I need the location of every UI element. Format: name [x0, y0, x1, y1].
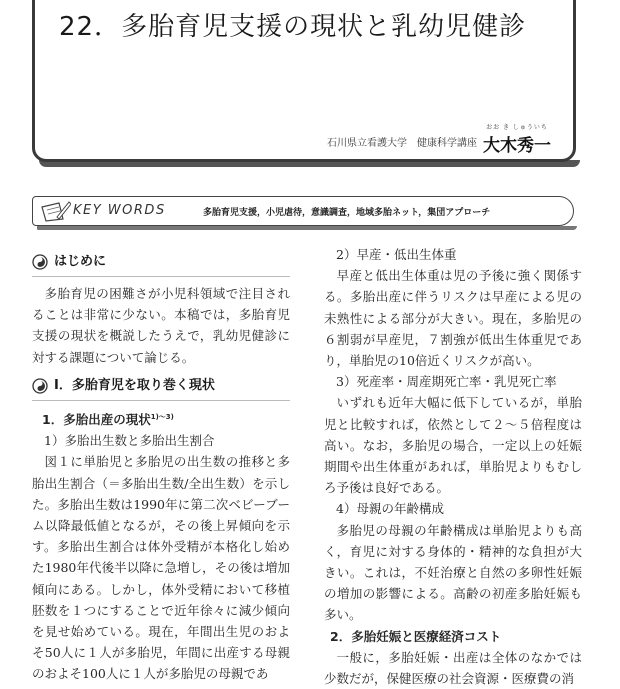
article-title: 22．多胎育児支援の現状と乳幼児健診: [59, 12, 527, 42]
right-column: [324, 244, 582, 689]
subsubsection-heading-1-4: 4）母親の年齢構成: [336, 501, 444, 517]
reference-superscript: 1)〜3): [150, 412, 174, 421]
section-heading-intro: [32, 248, 290, 277]
keywords-list: 多胎育児支援，小児虐待，意識調査，地域多胎ネット，集団アプローチ: [203, 208, 491, 218]
paragraph-1-4: 多胎児の母親の年齢構成は単胎児よりも高く，育児に対する身体的・精神的な負担が大きい。これは，不妊治療と自然の多卵性妊娠の増加の影響による。高齢の初産多胎妊娠も多い。: [324, 522, 582, 623]
left-column: [32, 248, 290, 685]
swirl-bullet-icon: [32, 254, 48, 270]
subsubsection-heading-1-3: 3）死産率・周産期死亡率・乳児死亡率: [336, 374, 557, 390]
section-heading-1: [32, 372, 290, 401]
subsection-heading-1: [32, 407, 290, 430]
author-name: 大木秀一: [483, 136, 551, 156]
intro-paragraph: 多胎育児の困難さが小児科領域で注目されることは非常に少ない。本稿では，多胎育児支援の現状を概説したうえで，乳幼児健診に対する課題について論じる。: [32, 286, 290, 365]
subsubsection-heading-1-1: 1）多胎出生数と多胎出生割合: [44, 433, 215, 449]
title-box: [32, 0, 576, 162]
paragraph-1-1: 図１に単胎児と多胎児の出生数の推移と多胎出生割合（＝多胎出生数/全出生数）を示した。多胎出生数は1990年に第二次ベビーブーム以降最低値となるが，その後上昇傾向を示す。多胎出生割合は体外受精が本格化し始めた1980年代後半以降に急増し，その後は増加傾向にある。しかし，体外受精において移植胚数を１つにすることで近年徐々に減少傾向を見せ始めている。現在，年間出生児のおよそ50人に１人が多胎児，年間に出産する母親のおよそ100人に１人が多胎児の母親であ: [32, 454, 290, 682]
author-ruby: おお き しゅういち: [486, 124, 548, 131]
paragraph-1-2: 早産と低出生体重は児の予後に強く関係する。多胎出産に伴うリスクは早産による児の未熟性による部分が大きい。現在，多胎児の６割弱が早産児，７割強が低出生体重児であり，単胎児の10倍近くリスクが高い。: [324, 268, 582, 369]
paragraph-1-3: いずれも近年大幅に低下しているが，単胎児と比較すれば，依然として２〜５倍程度は高い。なお，多胎児の場合，一定以上の妊娠期間や出生体重があれば，単胎児よりもむしろ予後は良好である。: [324, 395, 582, 496]
section-heading-text: はじめに: [54, 254, 107, 270]
subsection-title: 1．多胎出産の現状: [42, 411, 151, 427]
swirl-bullet-icon: [32, 378, 48, 394]
subsection-heading-2: 2．多胎妊娠と医療経済コスト: [330, 628, 502, 644]
paragraph-2: 一般に，多胎妊娠・出産は全体のなかでは少数だが，保健医療の社会資源・医療費の消: [324, 649, 582, 687]
keywords-label: KEY WORDS: [73, 203, 166, 218]
author-affiliation: 石川県立看護大学 健康科学講座: [327, 138, 477, 149]
keywords-bar: [32, 196, 574, 226]
subsubsection-heading-1-2: 2）早産・低出生体重: [336, 247, 457, 262]
pencil-note-icon: [39, 199, 71, 227]
section-heading-text: Ⅰ．多胎育児を取り巻く現状: [54, 378, 215, 394]
author-block: [483, 122, 551, 156]
